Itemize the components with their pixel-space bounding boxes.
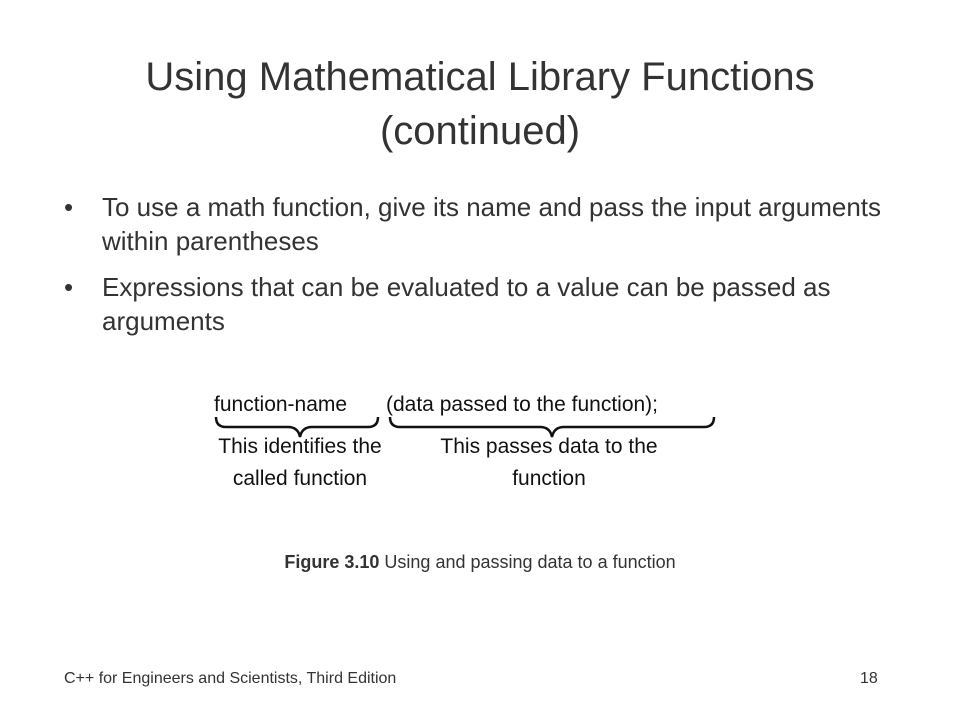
bullet-marker: •	[64, 272, 74, 302]
caption-label: Figure 3.10	[284, 552, 380, 572]
bullet-item	[64, 270, 894, 338]
slide-page-number: 18	[860, 670, 878, 687]
bullet-list	[64, 190, 894, 350]
syntax-function-name: function-name	[214, 393, 348, 416]
arguments-description: This passes data to the function	[440, 435, 658, 490]
function-call-figure	[210, 385, 730, 525]
bullet-text: Expressions that can be evaluated to a value can be passed as arguments	[102, 272, 831, 336]
caption-text: Using and passing data to a function	[379, 552, 676, 572]
function-name-description: This identifies the called function	[218, 435, 382, 490]
bullet-marker: •	[64, 192, 74, 222]
bullet-item	[64, 190, 894, 258]
figure-caption	[200, 552, 760, 573]
footer-book-title: C++ for Engineers and Scientists, Third Edition	[64, 670, 397, 687]
bullet-text: To use a math function, give its name and pass the input arguments within parentheses	[102, 192, 882, 256]
slide-title: Using Mathematical Library Functions (continued)	[145, 55, 815, 153]
syntax-arguments: (data passed to the function);	[386, 393, 659, 416]
